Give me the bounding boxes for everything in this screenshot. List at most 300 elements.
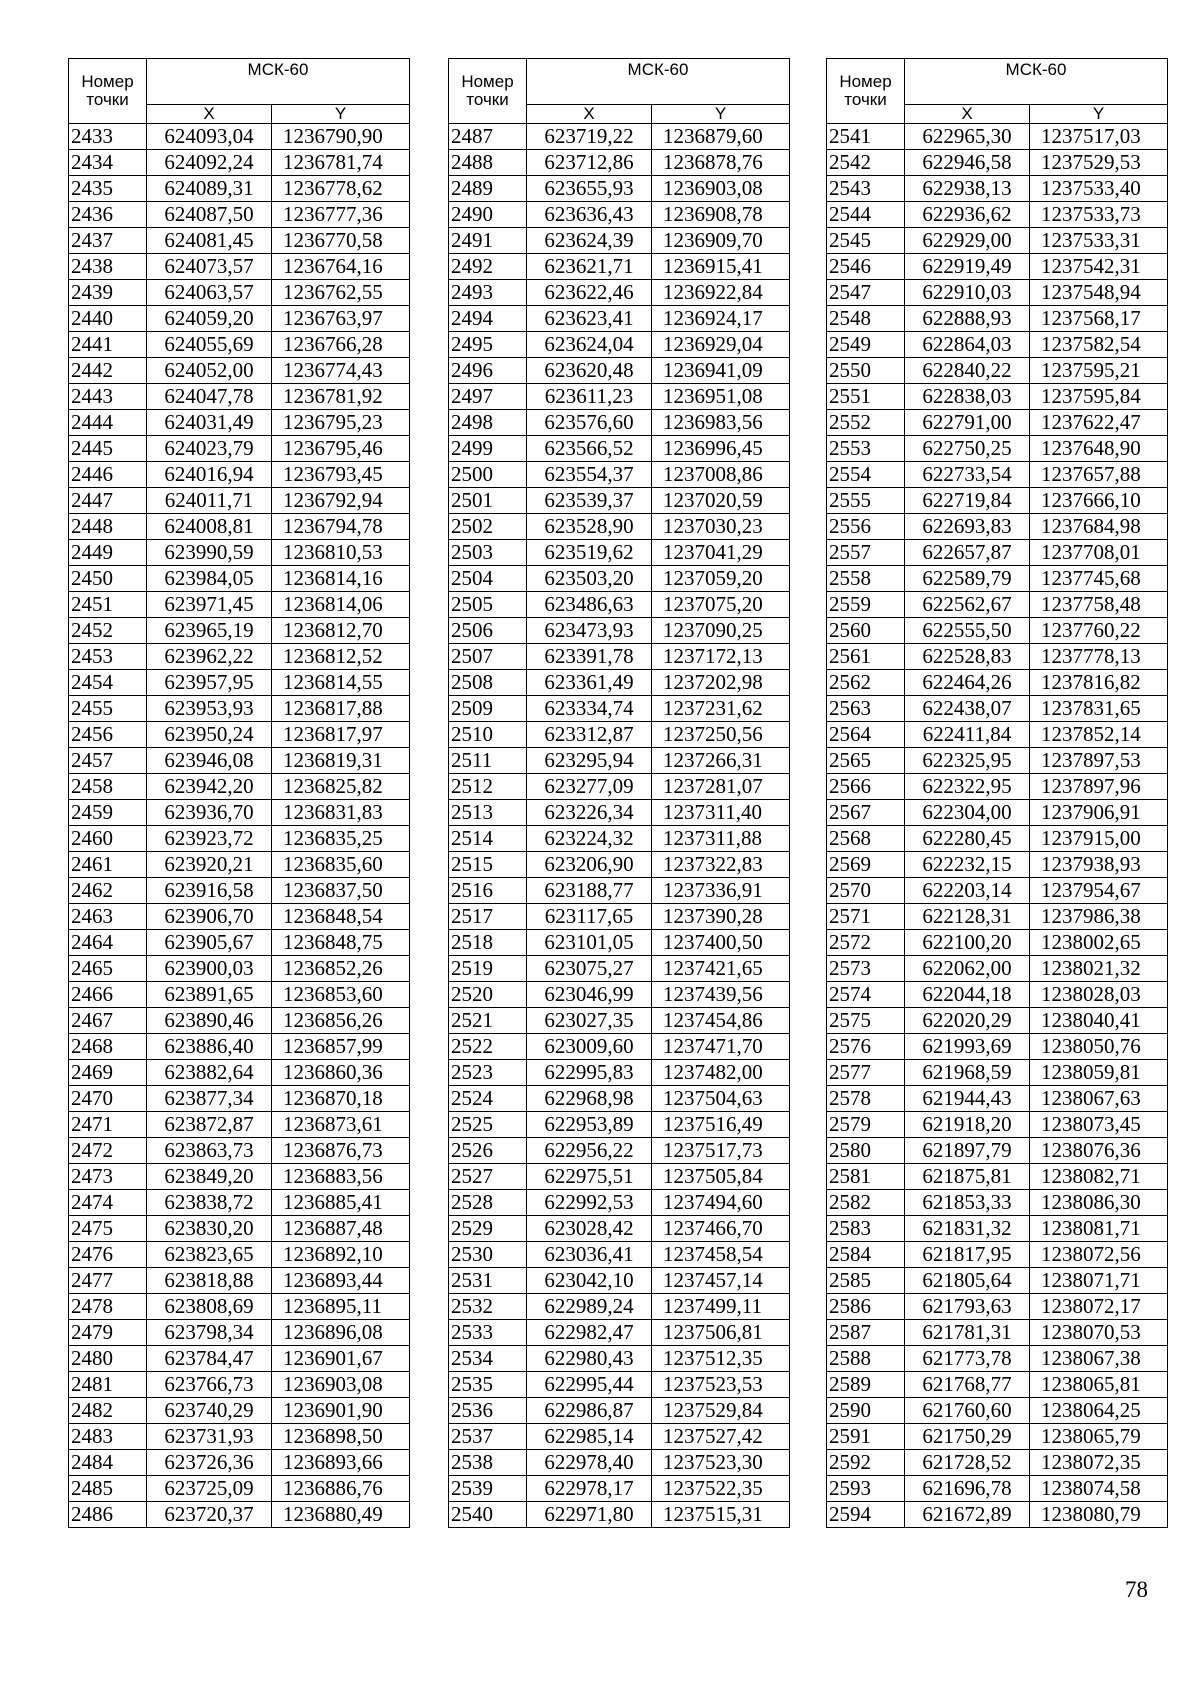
point-number-cell: 2517 [449,904,527,930]
point-number-cell: 2450 [69,566,147,592]
table-row [827,202,1168,228]
y-coordinate-cell: 1237517,73 [652,1138,790,1164]
point-number-cell: 2442 [69,358,147,384]
coordinates-table-1 [68,58,410,1528]
x-coordinate-cell: 623726,36 [147,1450,272,1476]
y-coordinate-cell: 1236819,31 [272,748,410,774]
x-coordinate-cell: 622936,62 [905,202,1030,228]
y-coordinate-cell: 1236835,25 [272,826,410,852]
table-row [827,1320,1168,1346]
y-coordinate-cell: 1236885,41 [272,1190,410,1216]
x-coordinate-cell: 623620,48 [527,358,652,384]
point-number-cell: 2557 [827,540,905,566]
point-number-cell: 2460 [69,826,147,852]
y-coordinate-cell: 1238065,81 [1030,1372,1168,1398]
x-coordinate-cell: 623712,86 [527,150,652,176]
y-coordinate-cell: 1237090,25 [652,618,790,644]
x-coordinate-cell: 621728,52 [905,1450,1030,1476]
x-coordinate-cell: 623334,74 [527,696,652,722]
x-coordinate-cell: 623953,93 [147,696,272,722]
table-row [827,1450,1168,1476]
x-coordinate-cell: 622956,22 [527,1138,652,1164]
y-coordinate-cell: 1236764,16 [272,254,410,280]
table-row [827,696,1168,722]
point-number-cell: 2498 [449,410,527,436]
x-coordinate-cell: 622965,30 [905,124,1030,150]
y-coordinate-cell: 1237494,60 [652,1190,790,1216]
y-coordinate-cell: 1237515,31 [652,1502,790,1528]
x-coordinate-cell: 621781,31 [905,1320,1030,1346]
x-coordinate-cell: 624031,49 [147,410,272,436]
point-number-cell: 2510 [449,722,527,748]
x-coordinate-cell: 623719,22 [527,124,652,150]
table-row [69,1112,410,1138]
y-coordinate-cell: 1236915,41 [652,254,790,280]
y-coordinate-cell: 1237548,94 [1030,280,1168,306]
x-coordinate-cell: 622733,54 [905,462,1030,488]
table-row [827,1268,1168,1294]
point-number-cell: 2500 [449,462,527,488]
x-coordinate-cell: 624047,78 [147,384,272,410]
point-number-cell: 2561 [827,644,905,670]
point-number-cell: 2511 [449,748,527,774]
point-number-cell: 2570 [827,878,905,904]
x-coordinate-cell: 623965,19 [147,618,272,644]
y-coordinate-cell: 1237421,65 [652,956,790,982]
x-coordinate-cell: 622980,43 [527,1346,652,1372]
y-coordinate-cell: 1236795,46 [272,436,410,462]
y-coordinate-cell: 1237457,14 [652,1268,790,1294]
table-row [827,280,1168,306]
y-column-header: Y [272,105,410,124]
y-coordinate-cell: 1236941,09 [652,358,790,384]
x-coordinate-cell: 623539,37 [527,488,652,514]
x-coordinate-cell: 623027,35 [527,1008,652,1034]
x-coordinate-cell: 623950,24 [147,722,272,748]
point-number-cell: 2568 [827,826,905,852]
point-number-cell: 2562 [827,670,905,696]
x-coordinate-cell: 621672,89 [905,1502,1030,1528]
x-coordinate-cell: 623906,70 [147,904,272,930]
point-number-cell: 2558 [827,566,905,592]
table-row [449,1294,790,1320]
table-row [449,982,790,1008]
point-number-cell: 2593 [827,1476,905,1502]
table-row [449,124,790,150]
point-number-cell: 2524 [449,1086,527,1112]
table-row [69,306,410,332]
y-coordinate-cell: 1237986,38 [1030,904,1168,930]
x-coordinate-cell: 623872,87 [147,1112,272,1138]
x-coordinate-cell: 623554,37 [527,462,652,488]
y-coordinate-cell: 1237708,01 [1030,540,1168,566]
x-coordinate-cell: 623312,87 [527,722,652,748]
table-row [449,618,790,644]
x-coordinate-cell: 622929,00 [905,228,1030,254]
point-number-cell: 2590 [827,1398,905,1424]
point-number-cell: 2462 [69,878,147,904]
y-coordinate-cell: 1237439,56 [652,982,790,1008]
point-number-cell: 2488 [449,150,527,176]
table-row [449,462,790,488]
point-number-cell: 2519 [449,956,527,982]
y-coordinate-cell: 1237458,54 [652,1242,790,1268]
x-coordinate-cell: 622322,95 [905,774,1030,800]
y-coordinate-cell: 1237512,35 [652,1346,790,1372]
table-row [827,1242,1168,1268]
y-coordinate-cell: 1236892,10 [272,1242,410,1268]
table-row [449,1060,790,1086]
table-row [69,1398,410,1424]
y-coordinate-cell: 1237390,28 [652,904,790,930]
x-coordinate-cell: 621768,77 [905,1372,1030,1398]
x-coordinate-cell: 623101,05 [527,930,652,956]
x-coordinate-cell: 623798,34 [147,1320,272,1346]
point-number-cell: 2443 [69,384,147,410]
table-row [449,332,790,358]
point-number-cell: 2526 [449,1138,527,1164]
table-row [69,514,410,540]
x-coordinate-cell: 623391,78 [527,644,652,670]
y-coordinate-cell: 1237266,31 [652,748,790,774]
x-coordinate-cell: 621897,79 [905,1138,1030,1164]
point-number-cell: 2583 [827,1216,905,1242]
point-number-cell: 2555 [827,488,905,514]
point-number-cell: 2582 [827,1190,905,1216]
y-coordinate-cell: 1236879,60 [652,124,790,150]
point-number-cell: 2536 [449,1398,527,1424]
table-row [449,1502,790,1528]
y-coordinate-cell: 1238059,81 [1030,1060,1168,1086]
table-row [449,176,790,202]
y-coordinate-cell: 1238080,79 [1030,1502,1168,1528]
x-coordinate-cell: 622953,89 [527,1112,652,1138]
point-number-cell: 2560 [827,618,905,644]
x-coordinate-cell: 623838,72 [147,1190,272,1216]
point-number-cell: 2446 [69,462,147,488]
y-coordinate-cell: 1237311,40 [652,800,790,826]
table-row [449,1320,790,1346]
y-coordinate-cell: 1236795,23 [272,410,410,436]
y-coordinate-cell: 1236853,60 [272,982,410,1008]
y-coordinate-cell: 1238076,36 [1030,1138,1168,1164]
table-row [827,1398,1168,1424]
x-coordinate-cell: 622985,14 [527,1424,652,1450]
point-number-cell: 2577 [827,1060,905,1086]
x-coordinate-cell: 622693,83 [905,514,1030,540]
table-row [449,254,790,280]
y-coordinate-cell: 1236929,04 [652,332,790,358]
table-row [827,124,1168,150]
point-number-cell: 2483 [69,1424,147,1450]
point-number-cell: 2581 [827,1164,905,1190]
table-row [69,124,410,150]
point-number-cell: 2518 [449,930,527,956]
table-row [827,1164,1168,1190]
table-row [69,1502,410,1528]
point-number-cell: 2528 [449,1190,527,1216]
y-coordinate-cell: 1236848,54 [272,904,410,930]
point-number-cell: 2553 [827,436,905,462]
y-coordinate-cell: 1237533,31 [1030,228,1168,254]
y-coordinate-cell: 1236766,28 [272,332,410,358]
y-coordinate-cell: 1236814,16 [272,566,410,592]
x-coordinate-cell: 622910,03 [905,280,1030,306]
x-coordinate-cell: 623622,46 [527,280,652,306]
x-coordinate-cell: 622750,25 [905,436,1030,462]
point-number-cell: 2554 [827,462,905,488]
y-coordinate-cell: 1236922,84 [652,280,790,306]
table-row [69,722,410,748]
x-coordinate-cell: 622203,14 [905,878,1030,904]
point-number-cell: 2433 [69,124,147,150]
y-coordinate-cell: 1237684,98 [1030,514,1168,540]
y-coordinate-cell: 1236790,90 [272,124,410,150]
table-row [449,1216,790,1242]
point-number-cell: 2492 [449,254,527,280]
x-coordinate-cell: 623277,09 [527,774,652,800]
table-row [827,722,1168,748]
point-number-cell: 2592 [827,1450,905,1476]
table-row [827,514,1168,540]
x-coordinate-cell: 623117,65 [527,904,652,930]
point-number-cell: 2449 [69,540,147,566]
x-coordinate-cell: 621696,78 [905,1476,1030,1502]
x-coordinate-cell: 622020,29 [905,1008,1030,1034]
point-number-cell: 2552 [827,410,905,436]
x-coordinate-cell: 623725,09 [147,1476,272,1502]
point-number-cell: 2522 [449,1034,527,1060]
y-coordinate-cell: 1237516,49 [652,1112,790,1138]
table-row [69,280,410,306]
x-coordinate-cell: 623503,20 [527,566,652,592]
x-coordinate-cell: 622044,18 [905,982,1030,1008]
table-row [69,1346,410,1372]
coordinate-system-header: МСК-60 [905,59,1168,105]
point-number-cell: 2444 [69,410,147,436]
point-number-cell: 2439 [69,280,147,306]
point-number-cell: 2516 [449,878,527,904]
y-coordinate-cell: 1237172,13 [652,644,790,670]
table-row [69,540,410,566]
x-coordinate-cell: 624089,31 [147,176,272,202]
point-number-cell: 2525 [449,1112,527,1138]
y-coordinate-cell: 1236831,83 [272,800,410,826]
x-coordinate-cell: 623576,60 [527,410,652,436]
table-row [449,878,790,904]
y-coordinate-cell: 1236763,97 [272,306,410,332]
table-row [69,1268,410,1294]
table-row [69,488,410,514]
x-coordinate-cell: 622791,00 [905,410,1030,436]
y-coordinate-cell: 1238071,71 [1030,1268,1168,1294]
x-coordinate-cell: 624023,79 [147,436,272,462]
table-row [449,722,790,748]
point-number-cell: 2588 [827,1346,905,1372]
x-coordinate-cell: 624063,57 [147,280,272,306]
y-coordinate-cell: 1236901,90 [272,1398,410,1424]
x-coordinate-cell: 622438,07 [905,696,1030,722]
table-row [69,1424,410,1450]
x-coordinate-cell: 623984,05 [147,566,272,592]
point-number-cell: 2502 [449,514,527,540]
table-row [827,462,1168,488]
point-number-cell: 2530 [449,1242,527,1268]
point-number-cell: 2556 [827,514,905,540]
point-number-cell: 2566 [827,774,905,800]
table-row [69,358,410,384]
table-row [449,1164,790,1190]
y-coordinate-cell: 1237041,29 [652,540,790,566]
point-number-cell: 2572 [827,930,905,956]
point-number-cell: 2436 [69,202,147,228]
point-number-cell: 2461 [69,852,147,878]
point-number-cell: 2564 [827,722,905,748]
x-coordinate-cell: 621817,95 [905,1242,1030,1268]
point-number-cell: 2441 [69,332,147,358]
y-coordinate-cell: 1236781,92 [272,384,410,410]
table-row [827,436,1168,462]
y-coordinate-cell: 1237657,88 [1030,462,1168,488]
point-number-cell: 2532 [449,1294,527,1320]
y-coordinate-cell: 1236812,52 [272,644,410,670]
table-row [449,644,790,670]
table-row [449,1034,790,1060]
table-row [449,800,790,826]
y-coordinate-cell: 1237523,53 [652,1372,790,1398]
y-coordinate-cell: 1237582,54 [1030,332,1168,358]
point-number-cell: 2515 [449,852,527,878]
table-row [69,696,410,722]
y-coordinate-cell: 1237504,63 [652,1086,790,1112]
x-coordinate-cell: 624052,00 [147,358,272,384]
point-number-cell: 2469 [69,1060,147,1086]
x-coordinate-cell: 624059,20 [147,306,272,332]
point-number-cell: 2478 [69,1294,147,1320]
table-row [827,306,1168,332]
table-row [827,410,1168,436]
table-row [449,1398,790,1424]
x-coordinate-cell: 621968,59 [905,1060,1030,1086]
y-coordinate-cell: 1236817,97 [272,722,410,748]
y-coordinate-cell: 1237915,00 [1030,826,1168,852]
table-row [827,1502,1168,1528]
x-coordinate-cell: 624087,50 [147,202,272,228]
x-coordinate-cell: 623882,64 [147,1060,272,1086]
table-row [449,1450,790,1476]
y-coordinate-cell: 1236895,11 [272,1294,410,1320]
y-coordinate-cell: 1236848,75 [272,930,410,956]
table-row [69,436,410,462]
point-number-cell: 2584 [827,1242,905,1268]
table-row [449,1008,790,1034]
y-coordinate-cell: 1237202,98 [652,670,790,696]
table-row [827,644,1168,670]
point-number-cell: 2512 [449,774,527,800]
table-row [827,150,1168,176]
point-number-cell: 2445 [69,436,147,462]
table-row [827,982,1168,1008]
point-number-cell: 2576 [827,1034,905,1060]
x-coordinate-cell: 623740,29 [147,1398,272,1424]
x-coordinate-cell: 623920,21 [147,852,272,878]
point-number-cell: 2567 [827,800,905,826]
x-coordinate-cell: 623890,46 [147,1008,272,1034]
y-coordinate-cell: 1236893,44 [272,1268,410,1294]
y-coordinate-cell: 1237075,20 [652,592,790,618]
point-number-cell: 2579 [827,1112,905,1138]
x-coordinate-cell: 622589,79 [905,566,1030,592]
x-coordinate-cell: 622528,83 [905,644,1030,670]
y-coordinate-cell: 1238074,58 [1030,1476,1168,1502]
y-coordinate-cell: 1238064,25 [1030,1398,1168,1424]
point-number-cell: 2547 [827,280,905,306]
y-coordinate-cell: 1238081,71 [1030,1216,1168,1242]
table-row [69,462,410,488]
point-number-cell: 2523 [449,1060,527,1086]
x-coordinate-cell: 622062,00 [905,956,1030,982]
y-coordinate-cell: 1238073,45 [1030,1112,1168,1138]
point-number-cell: 2548 [827,306,905,332]
y-coordinate-cell: 1236837,50 [272,878,410,904]
table-row [69,228,410,254]
y-coordinate-cell: 1236794,78 [272,514,410,540]
point-number-cell: 2504 [449,566,527,592]
table-row [449,1476,790,1502]
table-row [69,1320,410,1346]
point-number-cell: 2539 [449,1476,527,1502]
table-row [449,384,790,410]
x-coordinate-cell: 622978,17 [527,1476,652,1502]
x-coordinate-cell: 622992,53 [527,1190,652,1216]
y-coordinate-cell: 1236781,74 [272,150,410,176]
table-row [449,852,790,878]
x-coordinate-cell: 623891,65 [147,982,272,1008]
point-number-cell: 2580 [827,1138,905,1164]
table-row [449,280,790,306]
x-coordinate-cell: 623905,67 [147,930,272,956]
y-coordinate-cell: 1236856,26 [272,1008,410,1034]
y-coordinate-cell: 1237906,91 [1030,800,1168,826]
x-coordinate-cell: 621793,63 [905,1294,1030,1320]
x-coordinate-cell: 622128,31 [905,904,1030,930]
y-coordinate-cell: 1236825,82 [272,774,410,800]
point-number-cell: 2479 [69,1320,147,1346]
table-row [827,826,1168,852]
point-number-cell: 2454 [69,670,147,696]
y-coordinate-cell: 1237745,68 [1030,566,1168,592]
table-row [69,670,410,696]
y-coordinate-cell: 1237499,11 [652,1294,790,1320]
x-coordinate-cell: 623823,65 [147,1242,272,1268]
coordinate-system-header: МСК-60 [147,59,410,105]
point-number-cell: 2438 [69,254,147,280]
y-coordinate-cell: 1236852,26 [272,956,410,982]
point-number-header: Номер точки [827,59,905,124]
y-coordinate-cell: 1236873,61 [272,1112,410,1138]
x-coordinate-cell: 623226,34 [527,800,652,826]
y-coordinate-cell: 1236901,67 [272,1346,410,1372]
table-row [449,748,790,774]
point-number-cell: 2435 [69,176,147,202]
point-number-cell: 2549 [827,332,905,358]
table-row [449,1086,790,1112]
table-row [827,332,1168,358]
point-number-cell: 2471 [69,1112,147,1138]
table-row [69,644,410,670]
point-number-cell: 2481 [69,1372,147,1398]
table-row [449,670,790,696]
